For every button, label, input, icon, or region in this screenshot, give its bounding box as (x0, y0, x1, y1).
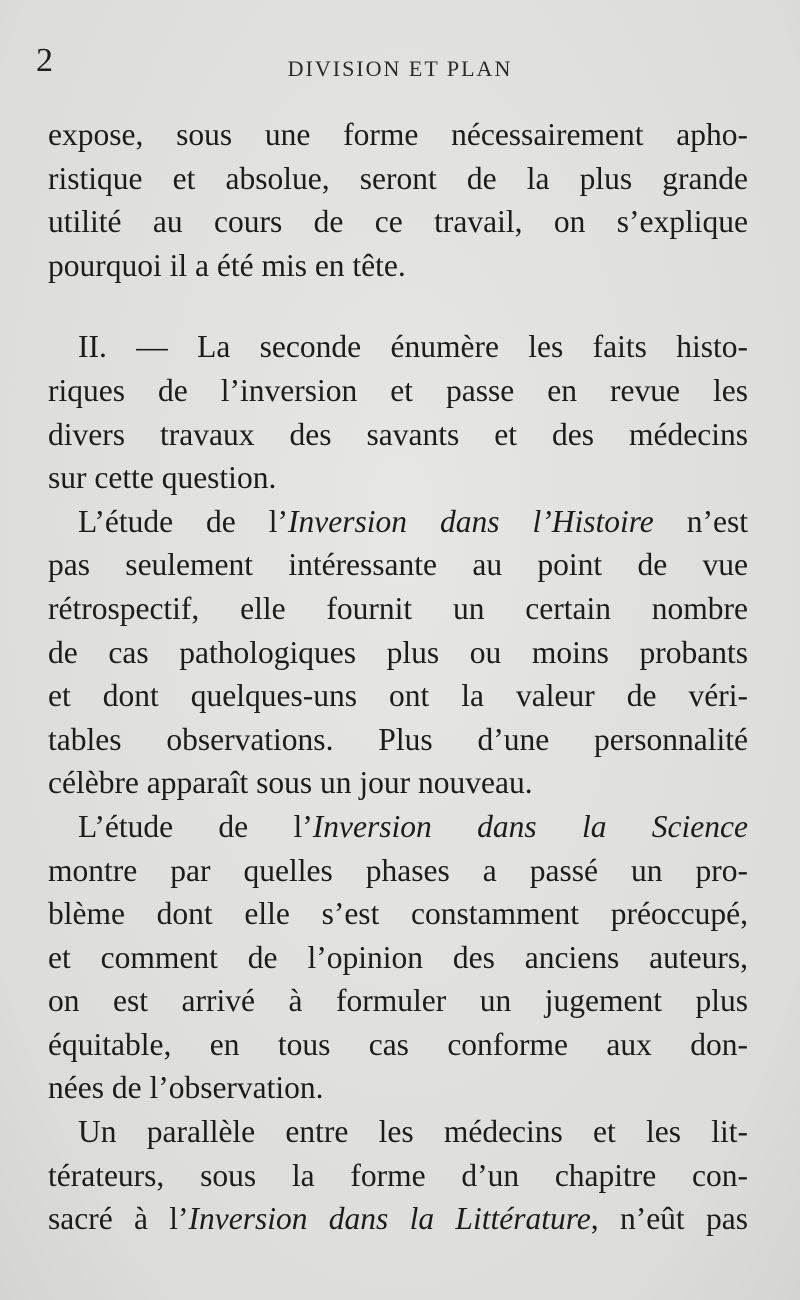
text-run: sacré à l’ (48, 1201, 189, 1237)
italic-title: Inversion dans la Littérature (188, 1201, 591, 1237)
text-run: , n’eût pas (590, 1201, 748, 1237)
text-line: célèbre apparaît sous un jour nouveau. (48, 765, 533, 801)
text-run: L’étude de l’ (78, 503, 288, 539)
text-line: et dont quelques-uns ont la valeur de véri- (48, 678, 748, 714)
text-line: montre par quelles phases a passé un pro- (48, 852, 748, 888)
italic-title: Inversion dans la Science (312, 808, 748, 844)
text-line: II. — La seconde énumère les faits histo- (78, 329, 748, 365)
body-text (48, 113, 748, 1241)
text-line: équitable, en tous cas conforme aux don- (48, 1026, 748, 1062)
text-line: tables observations. Plus d’une personnalité (48, 721, 748, 757)
running-head: DIVISION ET PLAN (287, 56, 513, 81)
section-gap (48, 287, 748, 325)
text-line: rétrospectif, elle fournit un certain nombre (48, 590, 748, 626)
text-line: ristique et absolue, seront de la plus grande (48, 160, 748, 196)
italic-title: Inversion dans l’Histoire (288, 503, 654, 539)
page-number: 2 (36, 42, 53, 79)
text-run: n’est (653, 503, 748, 539)
text-line: divers travaux des savants et des médecins (48, 416, 748, 452)
text-line: on est arrivé à formuler un jugement plus (48, 983, 748, 1019)
text-line: Un parallèle entre les médecins et les lit- (78, 1114, 748, 1150)
text-line: expose, sous une forme nécessairement apho- (48, 117, 748, 152)
text-run: L’étude de l’ (78, 808, 313, 844)
text-line: pas seulement intéressante au point de vue (48, 547, 748, 583)
text-line: de cas pathologiques plus ou moins probants (48, 634, 748, 670)
text-line: blème dont elle s’est constamment préoccupé, (48, 896, 748, 932)
text-line: et comment de l’opinion des anciens auteurs, (48, 939, 748, 975)
text-line: térateurs, sous la forme d’un chapitre con- (48, 1157, 748, 1193)
text-line: utilité au cours de ce travail, on s’explique (48, 204, 748, 240)
text-line: sur cette question. (48, 460, 277, 496)
text-line (48, 805, 748, 849)
text-line: nées de l’observation. (48, 1070, 324, 1106)
text-line: riques de l’inversion et passe en revue les (48, 372, 748, 408)
text-line (48, 1197, 748, 1241)
text-line (48, 500, 748, 544)
text-line: pourquoi il a été mis en tête. (48, 247, 406, 283)
